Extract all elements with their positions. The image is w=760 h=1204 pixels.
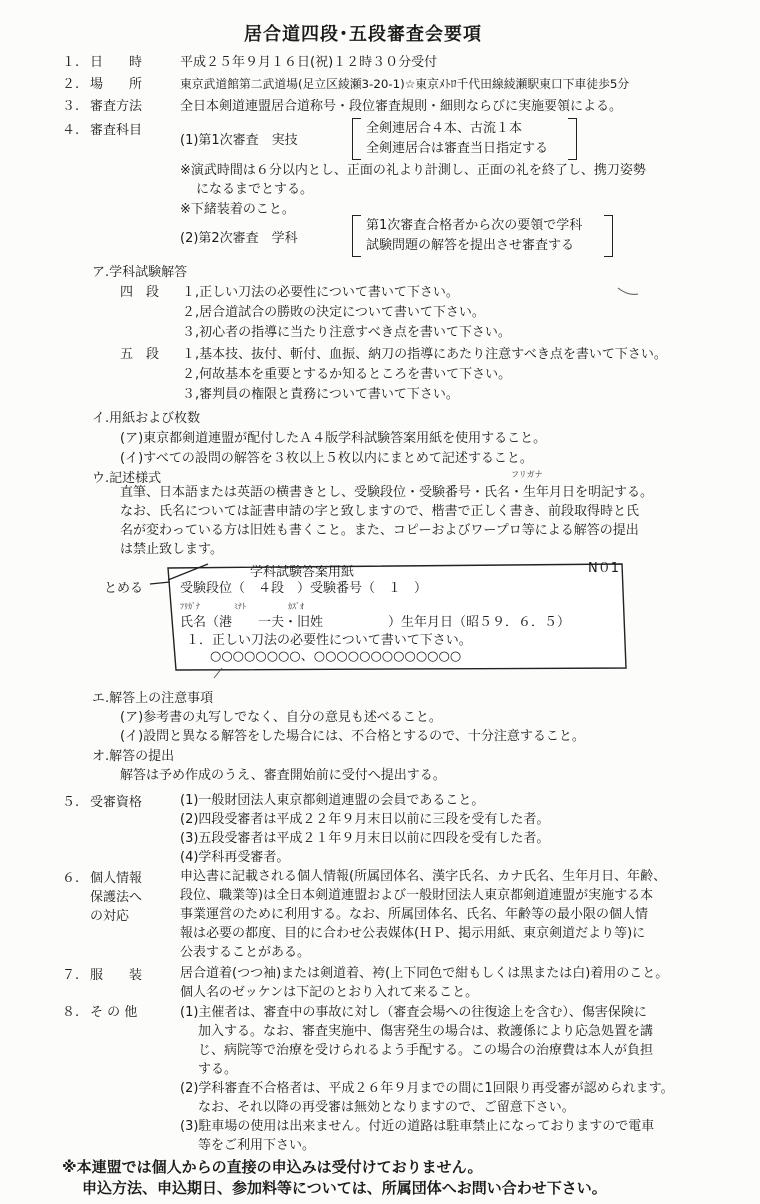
attire-line-2: 個人名のゼッケンは下記のとおり入れて来ること。	[180, 985, 479, 1000]
performance-note-line-1: ※演武時間は６分以内とし、正面の礼より計測し、正面の礼を終了し、携刀姿勢	[180, 163, 646, 178]
other-line-3: じ、病院等で治療を受けられるよう手配する。この場合の治療費は本人が負担	[198, 1043, 654, 1058]
section-1-label: 日 時	[90, 55, 143, 70]
yondan-label: 四 段	[120, 285, 160, 300]
other-line-7: (3)駐車場の使用は出来ません。付近の道路は駐車禁止になっておりますので電車	[180, 1119, 655, 1134]
second-exam-detail-2: 試験問題の解答を提出させ審査する	[366, 238, 575, 253]
section-2-number: ２.	[62, 77, 80, 92]
answer-notes-heading: エ.解答上の注意事項	[92, 691, 214, 706]
writing-format-line-4: は禁止致します。	[120, 542, 223, 557]
furigana-surname: ﾐﾅﾄ	[234, 602, 246, 611]
privacy-line-4: 報は必要の都度、目的に合わせ公表媒体(ＨＰ、掲示用紙、東京剣道だより等)に	[180, 926, 646, 941]
attire-line-1: 居合道着(つつ袖)または剣道着、袴(上下同色で紺もしくは黒または白)着用のこと。	[180, 966, 669, 981]
yondan-question-3: ３,初心者の指導に当たり注意すべき点を書いて下さい。	[182, 325, 511, 340]
yondan-question-1: １,正しい刀法の必要性について書いて下さい。	[182, 285, 459, 300]
other-line-1: (1)主催者は、審査中の事故に対し（審査会場への往復途上を含む）、傷害保険に	[180, 1005, 647, 1020]
paper-item-1: (ア)東京都剣道連盟が配付したＡ４版学科試験答案用紙を使用すること。	[120, 431, 547, 446]
footer-notice-1: ※本連盟では個人からの直接の申込みは受付けておりません。	[62, 1158, 483, 1176]
second-exam-detail-1: 第1次審査合格者から次の要領で学科	[366, 218, 583, 233]
other-line-2: 加入する。なお、審査実施中、傷害発生の場合は、救護係により応急処置を講	[198, 1024, 654, 1039]
godan-question-1: １,基本技、抜付、斬付、血振、納刀の指導にあたり注意すべき点を書いて下さい。	[182, 347, 667, 362]
section-2-text: 東京武道館第二武道場(足立区綾瀬3-20-1)☆東京ﾒﾄﾛ千代田線綾瀬駅東口下車徒歩5分	[180, 77, 630, 91]
answer-note-1: (ア)参考書の丸写しでなく、自分の意見も述べること。	[120, 710, 442, 725]
eligibility-item-1: (1)一般財団法人東京都剣道連盟の会員であること。	[180, 793, 485, 808]
privacy-line-5: 公表することがある。	[180, 945, 311, 960]
section-6-number: ６.	[62, 871, 80, 886]
section-2-label: 場 所	[90, 77, 143, 92]
eligibility-item-4: (4)学科再受審者。	[180, 850, 290, 865]
section-8-label: そ の 他	[90, 1005, 138, 1020]
other-line-5: (2)学科審査不合格者は、平成２６年９月までの間に1回限り再受審が認められます。	[180, 1081, 674, 1096]
answer-sheet-rank-line: 受験段位（ ４段 ）受験番号（ １ ）	[180, 581, 428, 596]
section-8-number: ８.	[62, 1005, 80, 1020]
section-4-label: 審査科目	[90, 123, 143, 138]
section-3-label: 審査方法	[90, 99, 143, 114]
section-7-number: ７.	[62, 968, 80, 983]
section-1-text: 平成２５年９月１６日(祝)１２時３０分受付	[180, 55, 438, 70]
paper-item-2: (イ)すべての設問の解答を３枚以上５枚以内にまとめて記述すること。	[120, 451, 533, 466]
section-6-label-line-2: 保護法へ	[90, 890, 143, 905]
privacy-line-1: 申込書に記載される個人情報(所属団体名、漢字氏名、カナ氏名、生年月日、年齢、	[180, 869, 667, 884]
tomeru-label: とめる	[104, 581, 144, 596]
furigana-label: ﾌﾘｶﾞﾅ	[180, 602, 200, 611]
godan-label: 五 段	[120, 347, 160, 362]
answer-sheet-question: １．正しい刀法の必要性について書いて下さい。	[186, 633, 472, 648]
section-6-label-line-3: の対応	[90, 909, 130, 924]
eligibility-item-2: (2)四段受審者は平成２２年９月末日以前に三段を受有した者。	[180, 812, 550, 827]
other-line-8: 等をご利用下さい。	[198, 1138, 316, 1153]
written-exam-heading: ア.学科試験解答	[92, 265, 188, 280]
section-3-number: ３.	[62, 99, 80, 114]
answer-sheet-name-line: 氏名（港 一夫・旧姓 ）生年月日（昭５９．６．５）	[180, 615, 571, 630]
answer-sheet-number: N０1	[588, 561, 619, 576]
section-4-number: ４.	[62, 123, 80, 138]
submission-text: 解答は予め作成のうえ、審査開始前に受付へ提出する。	[120, 768, 446, 783]
writing-format-line-2: なお、氏名については証書申請の字と致しますので、楷書で正しく書き、前段取得時と氏	[120, 504, 639, 519]
footer-notice-2: 申込方法、申込期日、参加料等については、所属団体へお問い合わせ下さい。	[82, 1179, 607, 1197]
section-7-label: 服 装	[90, 968, 143, 983]
stray-mark	[618, 288, 638, 294]
writing-format-heading: ウ.記述様式	[92, 471, 162, 486]
first-exam-detail-2: 全剣連居合は審査当日指定する	[366, 141, 549, 156]
first-exam-label: (1)第1次審査 実技	[180, 133, 298, 148]
godan-question-2: ２,何故基本を重要とするか知るところを書いて下さい。	[182, 367, 512, 382]
section-5-number: ５.	[62, 795, 80, 810]
section-5-label: 受審資格	[90, 795, 143, 810]
eligibility-item-3: (3)五段受審者は平成２１年９月末日以前に四段を受有した者。	[180, 831, 550, 846]
answer-sheet-title: 学科試験答案用紙	[250, 565, 355, 580]
privacy-line-2: 段位、職業等)は全日本剣道連盟および一般財団法人東京都剣道連盟が実施する本	[180, 888, 654, 903]
paper-heading: イ.用紙および枚数	[92, 411, 201, 426]
answer-note-2: (イ)設問と異なる解答をした場合には、不合格とするので、十分注意すること。	[120, 729, 585, 744]
furigana-ruby: フリガナ	[511, 470, 543, 479]
answer-sheet-placeholder: ○○○○○○○○、○○○○○○○○○○○○○	[210, 649, 462, 664]
sageo-note: ※下緒装着のこと。	[180, 202, 295, 217]
tomeru-pointer	[150, 582, 170, 584]
privacy-line-3: 事業運営のために利用する。なお、所属団体名、氏名、年齢等の最小限の個人情	[180, 907, 649, 922]
page-title: 居合道四段･五段審査会要項	[244, 24, 482, 45]
other-line-4: する。	[198, 1062, 238, 1077]
writing-format-line-1: 直筆、日本語または英語の横書きとし、受験段位・受験番号・氏名・生年月日を明記する。	[120, 485, 654, 500]
section-6-label-line-1: 個人情報	[90, 871, 143, 886]
godan-question-3: ３,審判員の権限と責務について書いて下さい。	[182, 387, 459, 402]
yondan-question-2: ２,居合道試合の勝敗の決定について書いて下さい。	[182, 305, 485, 320]
submission-heading: オ.解答の提出	[92, 749, 175, 764]
section-3-text: 全日本剣道連盟居合道称号・段位審査規則・細則ならびに実施要領による。	[180, 99, 623, 114]
performance-note-line-2: になるまでとする。	[196, 182, 314, 197]
section-1-number: １.	[62, 55, 80, 70]
second-exam-label: (2)第2次審査 学科	[180, 231, 298, 246]
writing-format-line-3: 名が変わっている方は旧姓も書くこと。また、コピーおよびワープロ等による解答の提出	[120, 523, 639, 538]
furigana-given-name: ｶｽﾞｵ	[288, 602, 304, 611]
first-exam-detail-1: 全剣連居合４本、古流１本	[366, 121, 523, 136]
other-line-6: なお、それ以降の再受審は無効となりますので、ご留意下さい。	[198, 1100, 575, 1115]
